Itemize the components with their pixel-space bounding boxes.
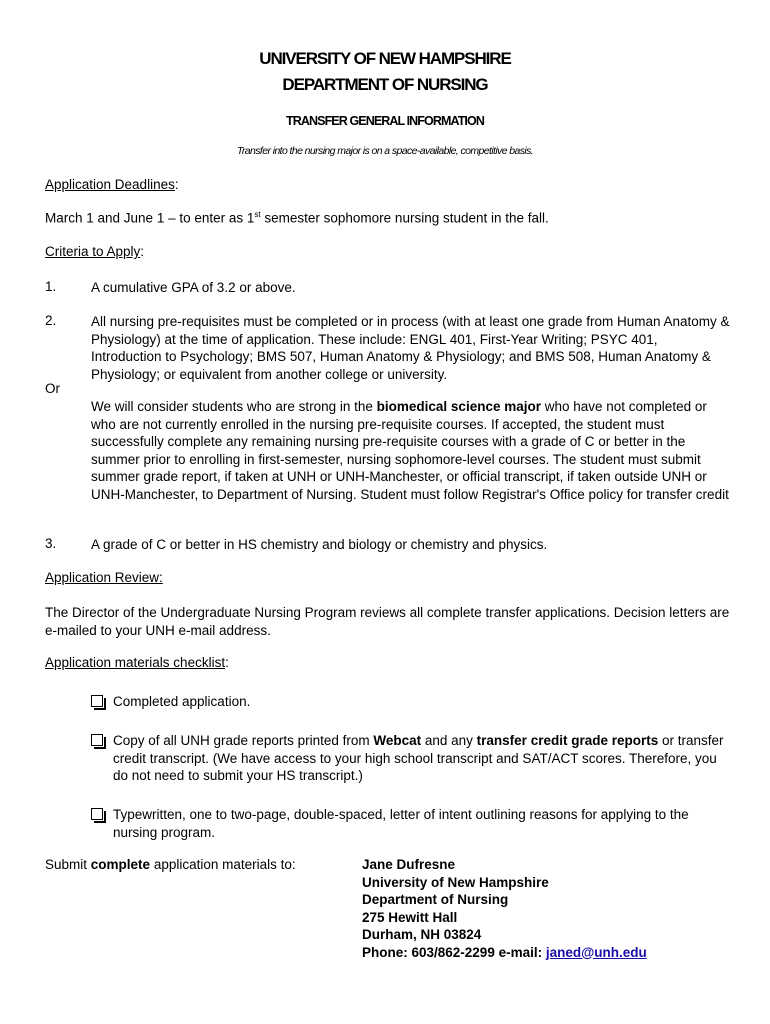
criteria-item-2: All nursing pre-requisites must be completed or in process (with at least one grade from Human Anatomy & Physiology) at the time of application. These include: ENGL 401, First-Year Writing; PSYC 401, Introduction to Psychology; BMS 507, Human Anatomy & Physiology; and BMS 508, Human Anatomy & Physiology; or equivalent from another college or university. (91, 314, 730, 382)
checklist-item-1 (91, 693, 731, 711)
checkbox-icon[interactable] (91, 695, 103, 707)
deadlines-heading: Application Deadlines (45, 177, 175, 192)
university-title: UNIVERSITY OF NEW HAMPSHIRE (259, 49, 511, 68)
submit-bold: complete (90, 857, 151, 872)
mailing-address (362, 856, 647, 961)
deadlines-text-a: March 1 and June 1 – to enter as 1 (45, 210, 255, 226)
checklist-item-1-text: Completed application. (113, 694, 251, 709)
checklist-item-3-text: Typewritten, one to two-page, double-spaced, letter of intent outlining reasons for applying to the nursing program. (113, 807, 689, 840)
alt-text-bold: biomedical science major (376, 399, 541, 414)
checkbox-icon[interactable] (91, 734, 103, 746)
criteria-number-3: 3. (45, 536, 57, 551)
address-name: Jane Dufresne (362, 857, 456, 872)
criteria-item-1: A cumulative GPA of 3.2 or above. (91, 280, 296, 295)
or-label: Or (45, 381, 60, 396)
address-city: Durham, NH 03824 (362, 927, 482, 942)
email-link[interactable]: janed@unh.edu (545, 944, 647, 960)
checklist-heading: Application materials checklist (45, 655, 226, 670)
alt-text-pre: We will consider students who are strong in the (91, 399, 377, 414)
page-subtitle: TRANSFER GENERAL INFORMATION (286, 114, 484, 128)
checklist-item-2 (91, 732, 731, 785)
criteria-alternative (91, 398, 731, 503)
checklist-item-3 (91, 806, 731, 841)
department-title: DEPARTMENT OF NURSING (282, 75, 488, 94)
criteria-number-1: 1. (45, 279, 57, 294)
contact-line (362, 944, 647, 962)
review-text: The Director of the Undergraduate Nursing Program reviews all complete transfer applications. Decision letters are e-mailed to your UNH e-mail address. (45, 605, 730, 638)
phone-text: Phone: 603/862-2299 e-mail: (362, 944, 546, 960)
deadlines-text-b: semester sophomore nursing student in the fall. (260, 210, 549, 226)
item2-text-webcat: Webcat (373, 733, 422, 748)
deadlines-sup: st (254, 210, 261, 219)
checklist-item-2-text (91, 732, 731, 785)
item2-text-c: and any (421, 733, 477, 748)
submit-post: application materials to: (150, 857, 296, 872)
deadlines-heading-line: Application Deadlines: (45, 177, 179, 192)
criteria-heading: Criteria to Apply (45, 244, 141, 259)
review-heading: Application Review: (45, 570, 163, 585)
address-org: University of New Hampshire (362, 874, 549, 890)
address-dept: Department of Nursing (362, 892, 509, 907)
checkbox-icon[interactable] (91, 808, 103, 820)
checklist-heading-line: Application materials checklist: (45, 655, 229, 670)
submit-label (45, 857, 296, 872)
submit-pre: Submit (45, 857, 91, 872)
criteria-number-2: 2. (45, 313, 57, 328)
alt-text-post: who have not completed or who are not currently enrolled in the nursing pre-requisite courses. If accepted, the student must successfully complete any remaining nursing pre-requisite courses with a grade of C or better in the summer prior to enrolling in first-semester, nursing sophomore-level courses. The student must submit summer grade report, if taken at UNH or UNH-Manchester, or official transcript, if taken outside UNH or UNH-Manchester, to Department of Nursing. Student must follow Registrar's Office policy for transfer credit (91, 399, 729, 502)
item2-text-a: Copy of all UNH grade reports printed from (113, 733, 374, 748)
address-street: 275 Hewitt Hall (362, 909, 458, 925)
item2-text-reports: transfer credit grade reports (476, 733, 659, 748)
criteria-heading-line: Criteria to Apply: (45, 244, 145, 259)
item2-text-e: or transfer credit transcript. (We have access to your high school transcript and SAT/ACT scores. Therefore, you do not need to submit your HS transcript.) (113, 733, 724, 783)
criteria-item-3: A grade of C or better in HS chemistry and biology or chemistry and physics. (91, 537, 548, 552)
tagline: Transfer into the nursing major is on a space-available, competitive basis. (236, 145, 534, 157)
deadlines-text (45, 210, 549, 226)
